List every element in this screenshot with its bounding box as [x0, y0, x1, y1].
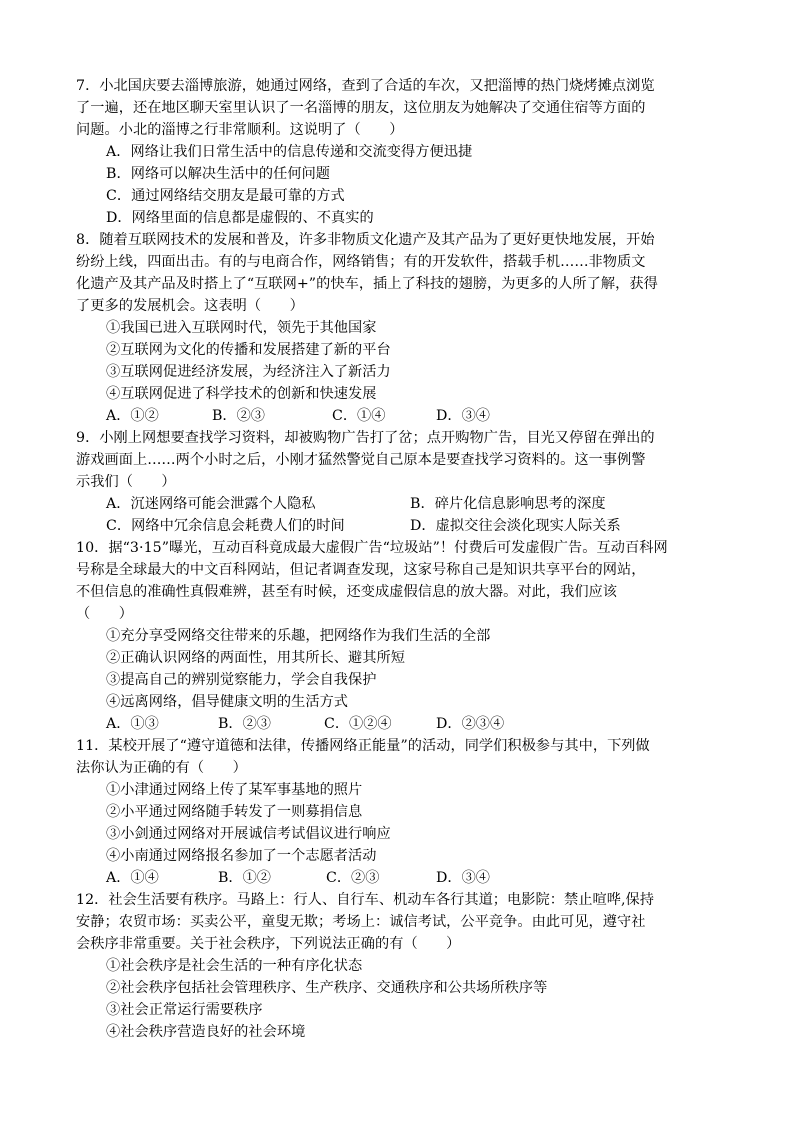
q9-stem-line-3: 示我们（ ） [76, 474, 176, 490]
q11-choice-c: C．②③ [326, 870, 380, 886]
q8-choice-d: D．③④ [436, 408, 490, 424]
q12-statement-3: ③社会正常运行需要秩序 [106, 1002, 263, 1018]
q11-statement-2: ②小平通过网络随手转发了一则募捐信息 [106, 804, 363, 820]
q8-statement-1: ①我国已进入互联网时代，领先于其他国家 [106, 320, 377, 336]
q7-stem-line-2: 了一遍，还在地区聊天室里认识了一名淄博的朋友，这位朋友为她解决了交通住宿等方面的 [76, 100, 646, 116]
q10-statement-3: ③提高自己的辨别觉察能力，学会自我保护 [106, 672, 377, 688]
q11-statement-3: ③小剑通过网络对开展诚信考试倡议进行响应 [106, 826, 391, 842]
q12-statement-1: ①社会秩序是社会生活的一种有序化状态 [106, 958, 363, 974]
q9-stem-line-1: 9．小刚上网想要查找学习资料，却被购物广告打了岔；点开购物广告，目光又停留在弹出的 [76, 430, 655, 446]
q10-stem-line-2: 号称是全球最大的中文百科网站，但记者调查发现，这家号称自己是知识共享平台的网站， [76, 562, 646, 578]
q7-option-a: A．网络让我们日常生活中的信息传递和交流变得方便迅捷 [106, 144, 473, 160]
q10-choice-b: B．②③ [218, 716, 271, 732]
q8-stem-line-3: 化遗产及其产品及时搭上了“互联网+”的快车，插上了科技的翅膀，为更多的人所了解，获得 [76, 276, 658, 292]
q12-statement-2: ②社会秩序包括社会管理秩序、生产秩序、交通秩序和公共场所秩序等 [106, 980, 548, 996]
q10-stem-line-1: 10．据“3·15”曝光，互动百科竟成最大虚假广告“垃圾站”！付费后可发虚假广告。互动百科网 [76, 540, 668, 556]
q10-stem-line-4: （ ） [76, 606, 133, 622]
q8-statement-3: ③互联网促进经济发展，为经济注入了新活力 [106, 364, 391, 380]
q8-stem-line-4: 了更多的发展机会。这表明（ ） [76, 298, 304, 314]
q7-option-d: D．网络里面的信息都是虚假的、不真实的 [106, 210, 374, 226]
q11-statement-4: ④小南通过网络报名参加了一个志愿者活动 [106, 848, 377, 864]
q8-choice-b: B．②③ [212, 408, 265, 424]
q10-choices [106, 714, 606, 734]
q9-option-c: C．网络中冗余信息会耗费人们的时间 [106, 518, 345, 534]
q9-option-b: B．碎片化信息影响思考的深度 [410, 496, 606, 512]
q8-stem-line-2: 纷纷上线，四面出击。有的与电商合作，网络销售；有的开发软件，搭载手机……非物质文 [76, 254, 646, 270]
q10-statement-2: ②正确认识网络的两面性，用其所长、避其所短 [106, 650, 405, 666]
q11-stem-line-2: 法你认为正确的有（ ） [76, 760, 247, 776]
q9-option-d: D．虚拟交往会淡化现实人际关系 [410, 518, 621, 534]
q10-choice-a: A．①③ [106, 716, 159, 732]
q12-stem-line-3: 会秩序非常重要。关于社会秩序，下列说法正确的有（ ） [76, 936, 461, 952]
q11-statement-1: ①小津通过网络上传了某军事基地的照片 [106, 782, 363, 798]
q12-stem-line-1: 12．社会生活要有秩序。马路上：行人、自行车、机动车各行其道；电影院：禁止喧哗,保持 [76, 892, 654, 908]
q8-stem-line-1: 8．随着互联网技术的发展和普及，许多非物质文化遗产及其产品为了更好更快地发展，开始 [76, 232, 655, 248]
q10-choice-c: C．①②④ [324, 716, 392, 732]
q12-statement-4: ④社会秩序营造良好的社会环境 [106, 1024, 306, 1040]
q8-choices [106, 406, 606, 426]
q9-option-a: A．沉迷网络可能会泄露个人隐私 [106, 496, 316, 512]
q8-statement-2: ②互联网为文化的传播和发展搭建了新的平台 [106, 342, 391, 358]
q7-stem-line-3: 问题。小北的淄博之行非常顺利。这说明了（ ） [76, 122, 404, 138]
q10-statement-1: ①充分享受网络交往带来的乐趣，把网络作为我们生活的全部 [106, 628, 491, 644]
q12-stem-line-2: 安静；农贸市场：买卖公平，童叟无欺；考场上：诚信考试，公平竞争。由此可见，遵守社 [76, 914, 646, 930]
q8-statement-4: ④互联网促进了科学技术的创新和快速发展 [106, 386, 377, 402]
q11-choice-a: A．①④ [106, 870, 159, 886]
q9-stem-line-2: 游戏画面上……两个小时之后，小刚才猛然警觉自己原本是要查找学习资料的。这一事例警 [76, 452, 646, 468]
q8-choice-a: A．①② [106, 408, 159, 424]
q11-choice-b: B．①② [218, 870, 271, 886]
q10-stem-line-3: 不但信息的准确性真假难辨，甚至有时候，还变成虚假信息的放大器。对此，我们应该 [76, 584, 618, 600]
q11-choice-d: D．③④ [436, 870, 490, 886]
q10-statement-4: ④远离网络，倡导健康文明的生活方式 [106, 694, 349, 710]
q8-choice-c: C．①④ [332, 408, 386, 424]
q11-stem-line-1: 11．某校开展了“遵守道德和法律，传播网络正能量”的活动，同学们积极参与其中，下列做 [76, 738, 650, 754]
q7-option-b: B．网络可以解决生活中的任何问题 [106, 166, 331, 182]
q7-stem-line-1: 7．小北国庆要去淄博旅游，她通过网络，查到了合适的车次，又把淄博的热门烧烤摊点浏览 [76, 78, 655, 94]
q7-option-c: C．通过网络结交朋友是最可靠的方式 [106, 188, 345, 204]
q10-choice-d: D．②③④ [436, 716, 505, 732]
q11-choices [106, 868, 606, 888]
